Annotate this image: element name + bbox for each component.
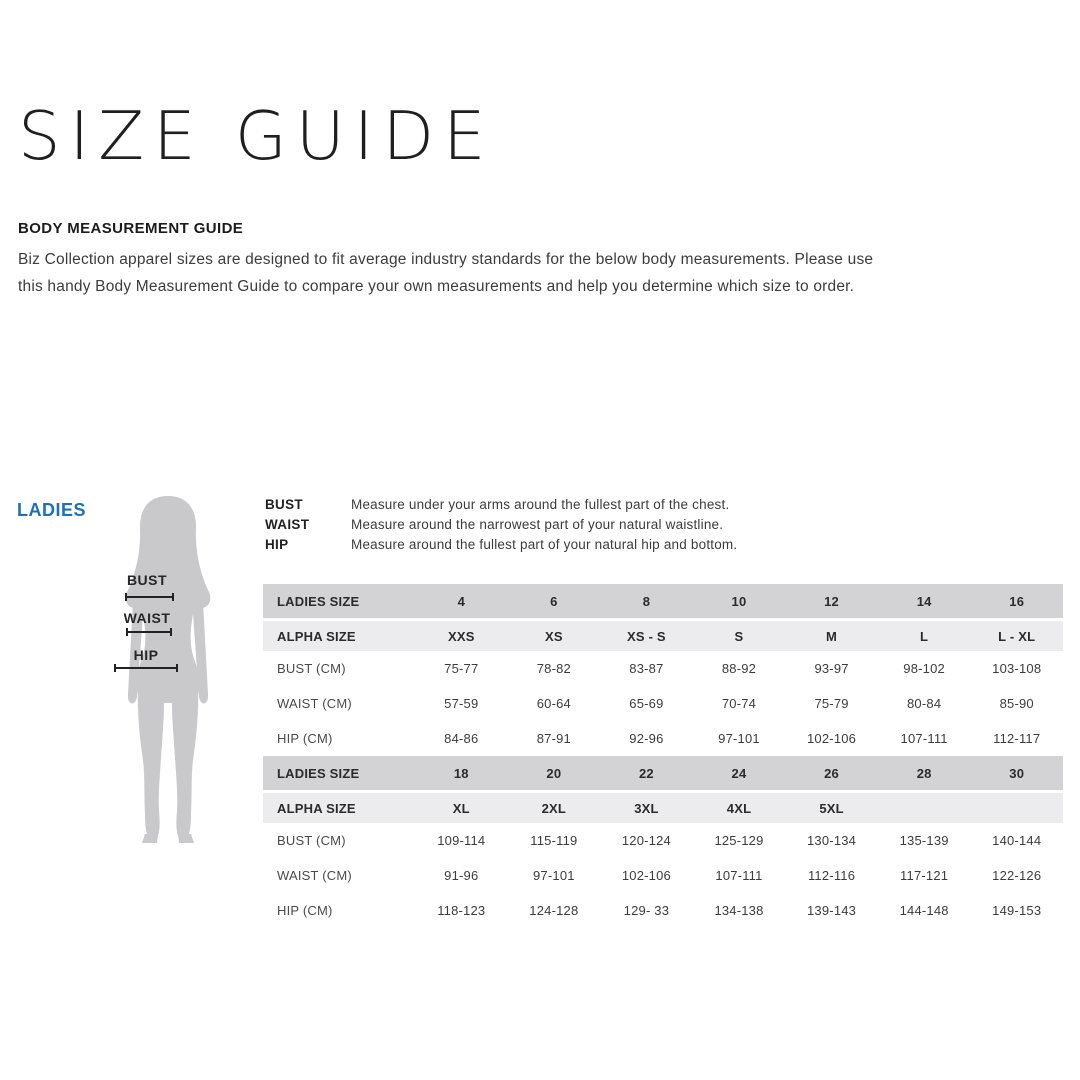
body-measurement-guide-heading: BODY MEASUREMENT GUIDE bbox=[18, 220, 244, 237]
table-cell: 118-123 bbox=[437, 903, 486, 918]
table-cell: 125-129 bbox=[714, 833, 764, 848]
row-label: WAIST (CM) bbox=[277, 696, 352, 711]
row-label: HIP (CM) bbox=[277, 731, 333, 746]
row-label: WAIST (CM) bbox=[277, 868, 352, 883]
table-cell: 22 bbox=[638, 765, 654, 781]
table-cell: 57-59 bbox=[444, 696, 479, 711]
table-cell: 102-106 bbox=[621, 868, 671, 883]
intro-line-2: this handy Body Measurement Guide to compare your own measurements and help you determine which size to order. bbox=[18, 278, 855, 295]
table-cell: 149-153 bbox=[992, 903, 1042, 918]
table-cell: 112-117 bbox=[993, 731, 1041, 746]
table-cell: 3XL bbox=[634, 800, 659, 816]
table-cell: L - XL bbox=[998, 628, 1036, 644]
table-cell: 115-119 bbox=[530, 833, 578, 848]
table-cell: 91-96 bbox=[444, 868, 479, 883]
figure-hip-label: HIP bbox=[133, 647, 159, 663]
table-cell: S bbox=[734, 628, 744, 644]
table-cell: 144-148 bbox=[899, 903, 949, 918]
table-cell: M bbox=[826, 628, 838, 644]
table-cell: 97-101 bbox=[533, 868, 575, 883]
instruction-row-bust bbox=[265, 495, 737, 515]
table-cell: 102-106 bbox=[807, 731, 857, 746]
table-cell: 24 bbox=[731, 765, 747, 781]
table-cell: 120-124 bbox=[621, 833, 671, 848]
table-cell: 129- 33 bbox=[623, 903, 670, 918]
row-label: ALPHA SIZE bbox=[277, 800, 356, 816]
table-cell: 83-87 bbox=[629, 661, 664, 676]
row-label: BUST (CM) bbox=[277, 833, 346, 848]
table-cell: 14 bbox=[916, 593, 932, 609]
table-cell: 107-111 bbox=[715, 868, 763, 883]
table-cell: 135-139 bbox=[899, 833, 949, 848]
measurement-row bbox=[263, 823, 1063, 858]
page-title: SIZE GUIDE bbox=[18, 97, 495, 175]
table-cell: 87-91 bbox=[536, 731, 571, 746]
table-cell: 85-90 bbox=[999, 696, 1034, 711]
table-cell: XS bbox=[544, 628, 563, 644]
hip-measure-line bbox=[114, 664, 178, 672]
intro-paragraph bbox=[18, 246, 1070, 300]
ladies-section-label: LADIES bbox=[17, 500, 87, 520]
measurement-row bbox=[263, 651, 1063, 686]
table-cell: 65-69 bbox=[629, 696, 664, 711]
instruction-term: WAIST bbox=[265, 517, 310, 532]
table-cell: 10 bbox=[731, 593, 747, 609]
table-cell: 112-116 bbox=[807, 868, 856, 883]
table-cell: 16 bbox=[1009, 593, 1025, 609]
table-cell: 122-126 bbox=[992, 868, 1042, 883]
table-cell: 4 bbox=[457, 593, 465, 609]
measurement-row bbox=[263, 858, 1063, 893]
table-cell: 134-138 bbox=[714, 903, 764, 918]
table-cell: 26 bbox=[824, 765, 839, 781]
intro-line-1: Biz Collection apparel sizes are designed to fit average industry standards for the below body measurements. Please use bbox=[18, 251, 874, 268]
instruction-text: Measure under your arms around the fullest part of the chest. bbox=[351, 497, 730, 512]
alpha-size-header-row bbox=[263, 621, 1063, 651]
table-cell: 6 bbox=[550, 593, 558, 609]
table-cell: 139-143 bbox=[807, 903, 857, 918]
table-cell: 78-82 bbox=[536, 661, 571, 676]
row-label: LADIES SIZE bbox=[277, 765, 360, 781]
ladies-size-header-row bbox=[263, 756, 1063, 790]
instruction-term: BUST bbox=[265, 497, 303, 512]
table-cell: 98-102 bbox=[903, 661, 945, 676]
table-cell: 88-92 bbox=[721, 661, 757, 676]
table-cell: 12 bbox=[824, 593, 839, 609]
alpha-size-header-row bbox=[263, 793, 1063, 823]
table-cell: XL bbox=[452, 800, 470, 816]
table-cell: XXS bbox=[447, 628, 475, 644]
measurement-instructions bbox=[265, 495, 737, 555]
table-cell: XS - S bbox=[627, 628, 666, 644]
measurement-row bbox=[263, 686, 1063, 721]
figure-bust-label: BUST bbox=[126, 572, 168, 588]
table-cell: 124-128 bbox=[529, 903, 579, 918]
instruction-term: HIP bbox=[265, 537, 289, 552]
table-cell: 109-114 bbox=[437, 833, 486, 848]
table-cell: 93-97 bbox=[814, 661, 849, 676]
table-cell: 75-77 bbox=[444, 661, 479, 676]
table-cell: 75-79 bbox=[814, 696, 849, 711]
measurement-row bbox=[263, 893, 1063, 928]
table-cell: 2XL bbox=[541, 800, 567, 816]
ladies-size-header-row bbox=[263, 584, 1063, 618]
measurement-row bbox=[263, 721, 1063, 756]
table-cell: 5XL bbox=[819, 800, 844, 816]
table-cell: L bbox=[920, 628, 929, 644]
figure-waist-label: WAIST bbox=[123, 610, 171, 626]
table-cell: 117-121 bbox=[900, 868, 949, 883]
table-cell: 130-134 bbox=[807, 833, 857, 848]
bust-measure-line bbox=[125, 593, 174, 601]
row-label: BUST (CM) bbox=[277, 661, 346, 676]
table-cell: 97-101 bbox=[718, 731, 760, 746]
waist-measure-line bbox=[126, 628, 172, 636]
table-cell: 140-144 bbox=[992, 833, 1042, 848]
table-cell: 107-111 bbox=[900, 731, 948, 746]
instruction-row-hip bbox=[265, 535, 737, 555]
table-cell: 28 bbox=[916, 765, 932, 781]
row-label: ALPHA SIZE bbox=[277, 628, 356, 644]
instruction-text: Measure around the fullest part of your natural hip and bottom. bbox=[351, 537, 738, 552]
table-cell: 4XL bbox=[726, 800, 752, 816]
size-table bbox=[263, 584, 1063, 928]
row-label: LADIES SIZE bbox=[277, 593, 360, 609]
female-silhouette-figure bbox=[98, 494, 238, 846]
table-cell: 18 bbox=[453, 765, 469, 781]
table-cell: 103-108 bbox=[992, 661, 1042, 676]
table-cell: 60-64 bbox=[536, 696, 571, 711]
table-cell: 84-86 bbox=[444, 731, 479, 746]
instruction-text: Measure around the narrowest part of your natural waistline. bbox=[351, 517, 724, 532]
table-cell: 8 bbox=[642, 593, 651, 609]
table-cell: 70-74 bbox=[721, 696, 757, 711]
table-cell: 30 bbox=[1009, 765, 1025, 781]
instruction-row-waist bbox=[265, 515, 737, 535]
table-cell: 20 bbox=[546, 765, 562, 781]
row-label: HIP (CM) bbox=[277, 903, 333, 918]
table-cell: 80-84 bbox=[907, 696, 942, 711]
table-cell: 92-96 bbox=[629, 731, 664, 746]
